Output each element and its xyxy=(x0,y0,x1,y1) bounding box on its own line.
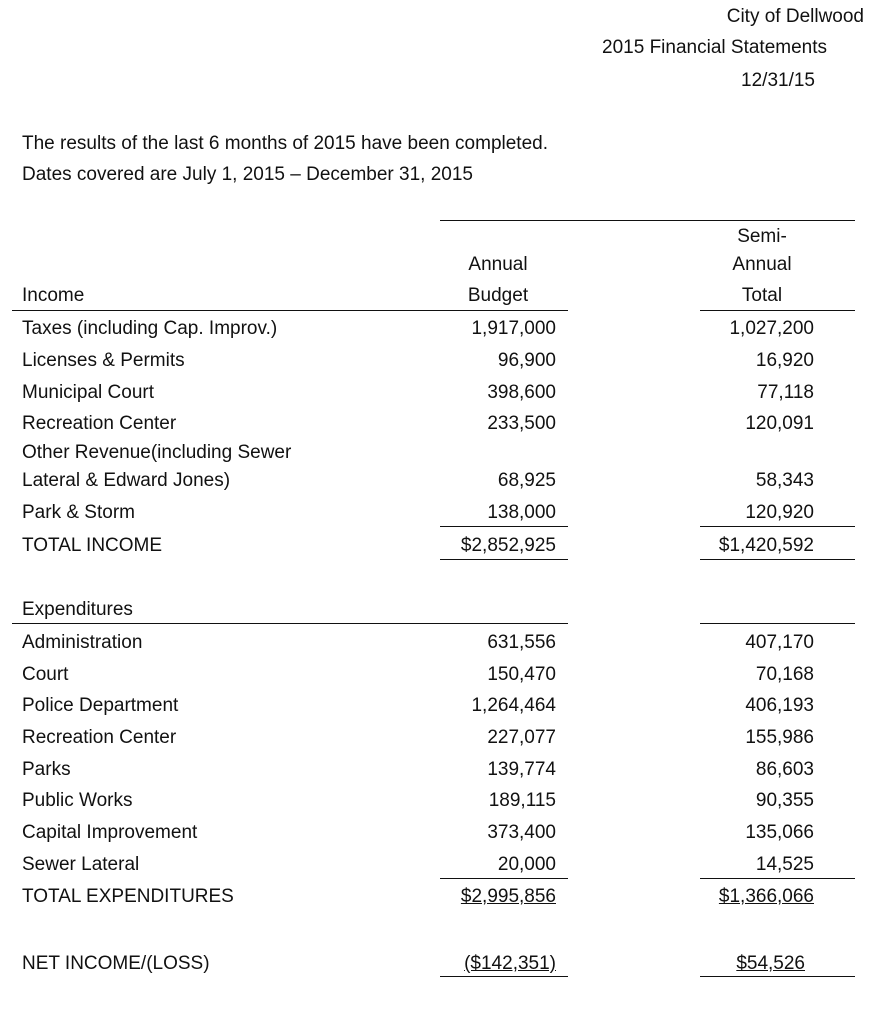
intro-line-1: The results of the last 6 months of 2015 have been completed. xyxy=(22,133,548,154)
net-income-semi: $54,526 xyxy=(736,953,805,974)
expense-row-label: Administration xyxy=(22,632,143,653)
expense-row-label: Sewer Lateral xyxy=(22,854,140,875)
expense-row-semi: 155,986 xyxy=(745,727,814,748)
expense-row-budget: 1,264,464 xyxy=(471,695,556,716)
income-row-budget: 96,900 xyxy=(497,350,556,371)
net-income-rule xyxy=(440,976,568,977)
income-total-rule xyxy=(440,559,568,560)
expense-row-budget: 373,400 xyxy=(487,822,556,843)
expense-row-semi: 14,525 xyxy=(755,854,814,875)
expense-row-label: Public Works xyxy=(22,790,133,811)
expense-row-semi: 86,603 xyxy=(755,759,814,780)
income-total-rule-semi xyxy=(700,559,855,560)
income-row-label: Lateral & Edward Jones) xyxy=(22,470,231,491)
total-income-budget: $2,852,925 xyxy=(460,535,556,556)
expense-row-label: Capital Improvement xyxy=(22,822,198,843)
budget-header-line1: Annual xyxy=(468,254,528,275)
total-expenditures-budget: $2,995,856 xyxy=(460,886,556,907)
semi-header-line1: Semi- xyxy=(737,226,787,247)
total-expenditures-label: TOTAL EXPENDITURES xyxy=(22,886,234,907)
income-row-label: Licenses & Permits xyxy=(22,350,185,371)
expense-subtotal-rule-semi xyxy=(700,878,855,879)
income-row-budget: 233,500 xyxy=(487,413,556,434)
income-heading: Income xyxy=(22,285,85,306)
expense-row-budget: 631,556 xyxy=(487,632,556,653)
income-row-semi: 16,920 xyxy=(755,350,814,371)
income-row-label: Recreation Center xyxy=(22,413,177,434)
net-income-rule-semi xyxy=(700,976,855,977)
income-row-label: Park & Storm xyxy=(22,502,135,523)
income-row-label: Municipal Court xyxy=(22,382,154,403)
expenditures-rule-semi xyxy=(700,623,855,624)
income-row-budget: 1,917,000 xyxy=(471,318,556,339)
expense-row-semi: 90,355 xyxy=(755,790,814,811)
city-name: City of Dellwood xyxy=(726,6,864,27)
statement-date: 12/31/15 xyxy=(741,70,815,91)
expense-row-semi: 135,066 xyxy=(745,822,814,843)
income-row-semi: 120,920 xyxy=(745,502,814,523)
expenditures-rule xyxy=(12,623,568,624)
semi-header-line2: Annual xyxy=(732,254,792,275)
expense-row-budget: 189,115 xyxy=(488,790,556,811)
expense-row-label: Police Department xyxy=(22,695,179,716)
top-rule xyxy=(440,220,855,221)
income-row-label-line1: Other Revenue(including Sewer xyxy=(22,442,292,463)
income-rule xyxy=(12,310,568,311)
expenditures-heading: Expenditures xyxy=(22,599,133,620)
income-rule-semi xyxy=(700,310,855,311)
expense-row-budget: 150,470 xyxy=(487,664,556,685)
budget-header-line2: Budget xyxy=(467,285,529,306)
net-income-label: NET INCOME/(LOSS) xyxy=(22,953,210,974)
semi-header-line3: Total xyxy=(741,285,783,306)
statement-title: 2015 Financial Statements xyxy=(602,37,827,58)
net-income-budget: ($142,351) xyxy=(464,953,556,974)
intro-line-2: Dates covered are July 1, 2015 – December 31, 2015 xyxy=(22,164,473,185)
expense-subtotal-rule xyxy=(440,878,568,879)
income-row-label: Taxes (including Cap. Improv.) xyxy=(22,318,278,339)
expense-row-budget: 139,774 xyxy=(487,759,556,780)
income-row-semi: 58,343 xyxy=(755,470,814,491)
expense-row-budget: 227,077 xyxy=(487,727,556,748)
expense-row-semi: 406,193 xyxy=(745,695,814,716)
expense-row-label: Recreation Center xyxy=(22,727,177,748)
income-row-budget: 398,600 xyxy=(487,382,556,403)
expense-row-budget: 20,000 xyxy=(497,854,556,875)
income-row-semi: 1,027,200 xyxy=(729,318,814,339)
expense-row-label: Parks xyxy=(22,759,71,780)
expense-row-semi: 407,170 xyxy=(745,632,814,653)
total-income-label: TOTAL INCOME xyxy=(22,535,163,556)
income-row-semi: 120,091 xyxy=(745,413,814,434)
income-row-budget: 138,000 xyxy=(487,502,556,523)
total-income-semi: $1,420,592 xyxy=(718,535,814,556)
total-expenditures-semi: $1,366,066 xyxy=(718,886,814,907)
expense-row-semi: 70,168 xyxy=(755,664,814,685)
income-row-budget: 68,925 xyxy=(497,470,556,491)
income-subtotal-rule-semi xyxy=(700,526,855,527)
income-row-semi: 77,118 xyxy=(757,382,814,403)
expense-row-label: Court xyxy=(22,664,69,685)
income-subtotal-rule xyxy=(440,526,568,527)
